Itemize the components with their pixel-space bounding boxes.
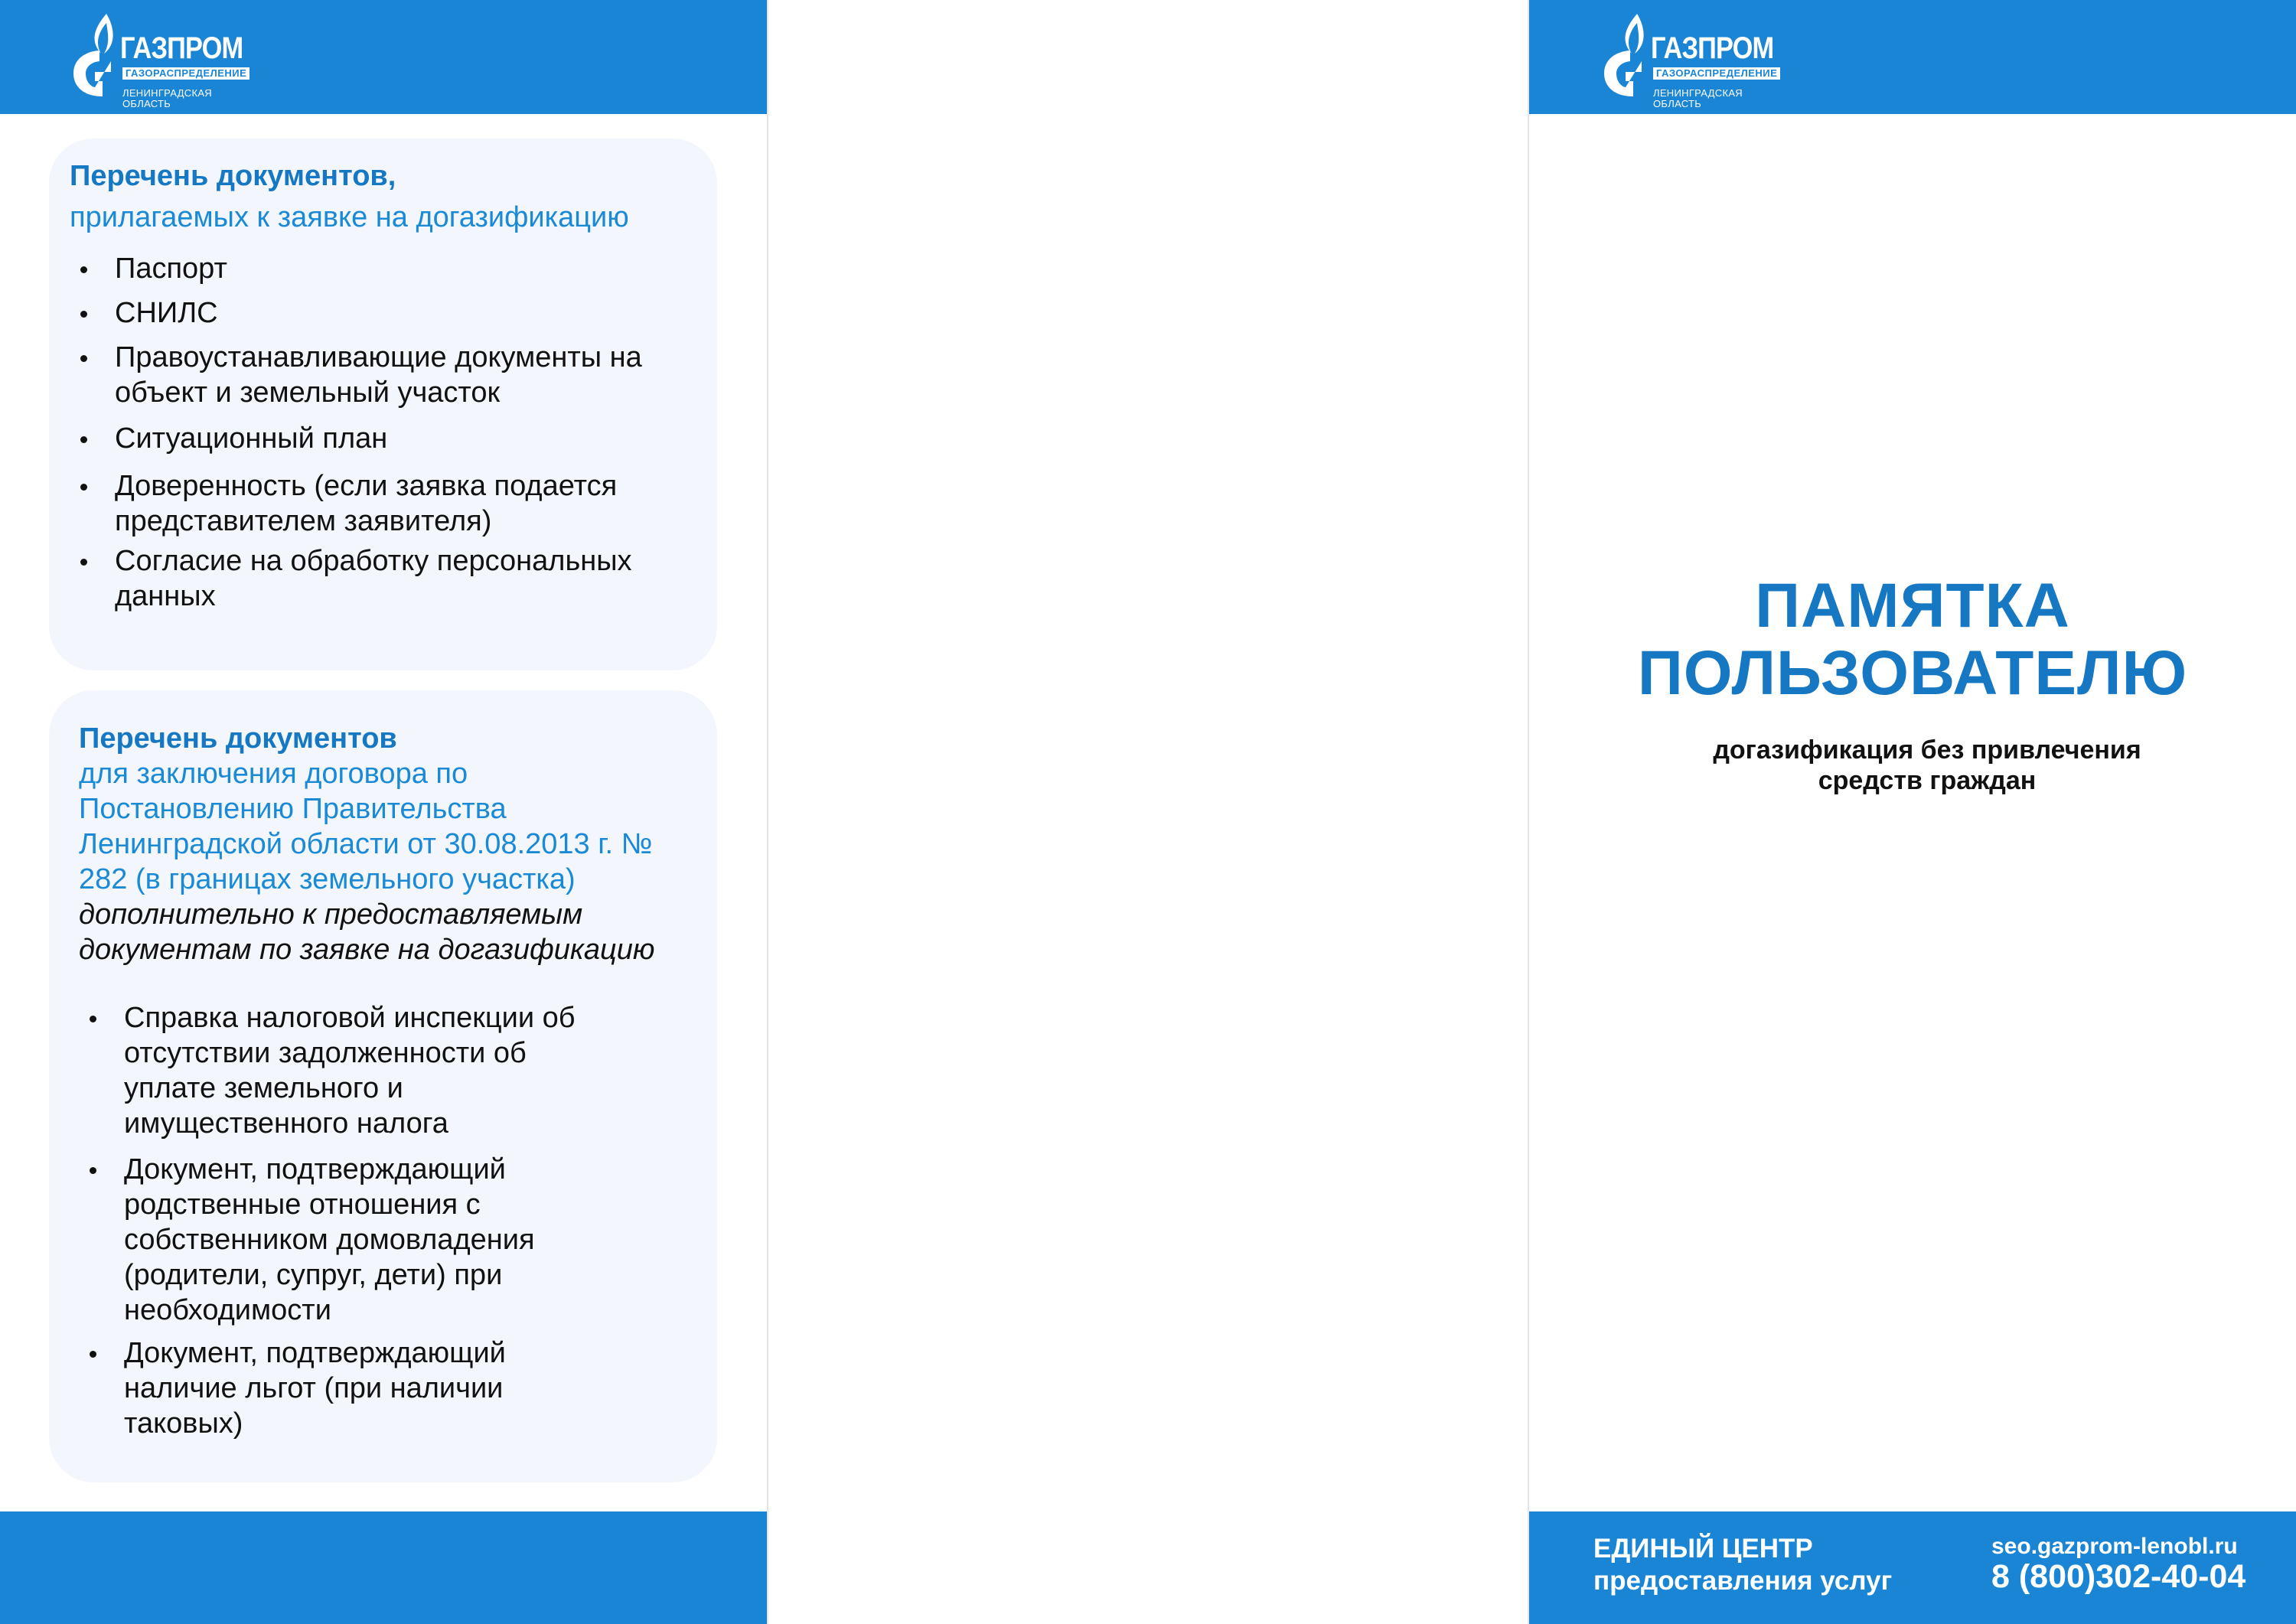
documents-list [70,251,682,614]
brand-logo [1595,11,1779,109]
footer-bar [1529,1511,2296,1624]
gazprom-flame-logo-icon [1595,11,1656,106]
cover-subtitle-line: догазификация без привлечения [1713,735,2141,765]
list-item: Документ, подтверждающий наличие льгот (при наличии таковых) [79,1335,553,1441]
list-item: Справка налоговой инспекции об отсутствии задолженности об уплате земельного и имущественного налога [79,1000,583,1141]
cover-subtitle [1675,735,2180,796]
cover-title-line: ПАМЯТКА [1755,571,2070,641]
header-bar [1529,0,2296,114]
cover-title-line: ПОЛЬЗОВАТЕЛЮ [1637,638,2188,708]
card-note: дополнительно к предоставляемым документам по заявке на догазификацию [79,898,655,966]
list-item: Паспорт [70,251,682,286]
header-bar [0,0,767,114]
middle-panel [767,0,1529,1624]
card-subtitle: прилагаемых к заявке на догазификацию [70,201,629,233]
card-title: Перечень документов [79,722,397,755]
card-title: Перечень документов, [70,160,396,192]
brand-name: ГАЗПРОМ [1651,31,1774,65]
brand-division: ГАЗОРАСПРЕДЕЛЕНИЕ [1653,67,1780,80]
footer-center-subtitle: предоставления услуг [1593,1566,1893,1596]
brand-division: ГАЗОРАСПРЕДЕЛЕНИЕ [122,67,249,80]
list-item: Документ, подтверждающий родственные отношения с собственником домовладения (родители, супруг, дети) при необходимости [79,1152,583,1328]
footer-phone[interactable]: 8 (800)302-40-04 [1991,1558,2246,1595]
list-item: СНИЛС [70,295,682,331]
brand-name: ГАЗПРОМ [120,31,243,65]
gazprom-flame-logo-icon [64,11,126,106]
list-item: Ситуационный план [70,421,682,456]
documents-card-contract [49,690,717,1482]
brand-logo [64,11,248,109]
brand-region: ЛЕНИНГРАДСКАЯ ОБЛАСТЬ [1653,87,1743,109]
footer-website-link[interactable]: seo.gazprom-lenobl.ru [1991,1534,2238,1559]
brand-region: ЛЕНИНГРАДСКАЯ ОБЛАСТЬ [122,87,212,109]
left-panel [0,0,767,1624]
list-item: Правоустанавливающие документы на объект и земельный участок [70,340,651,410]
list-item: Согласие на обработку персональных данных [70,543,651,614]
documents-card-application [49,139,717,670]
footer-center-title: ЕДИНЫЙ ЦЕНТР [1593,1534,1813,1564]
cover-panel [1529,0,2296,1624]
footer-bar [0,1511,767,1624]
list-item: Доверенность (если заявка подается представителем заявителя) [70,468,620,539]
cover-subtitle-line: средств граждан [1818,766,2037,795]
documents-list [79,1000,615,1441]
cover-title [1529,572,2296,707]
card-subtitle: для заключения договора по Постановлению Правительства Ленинградской области от 30.08.2013 г. № 282 (в границах земельного участка) [79,758,653,895]
